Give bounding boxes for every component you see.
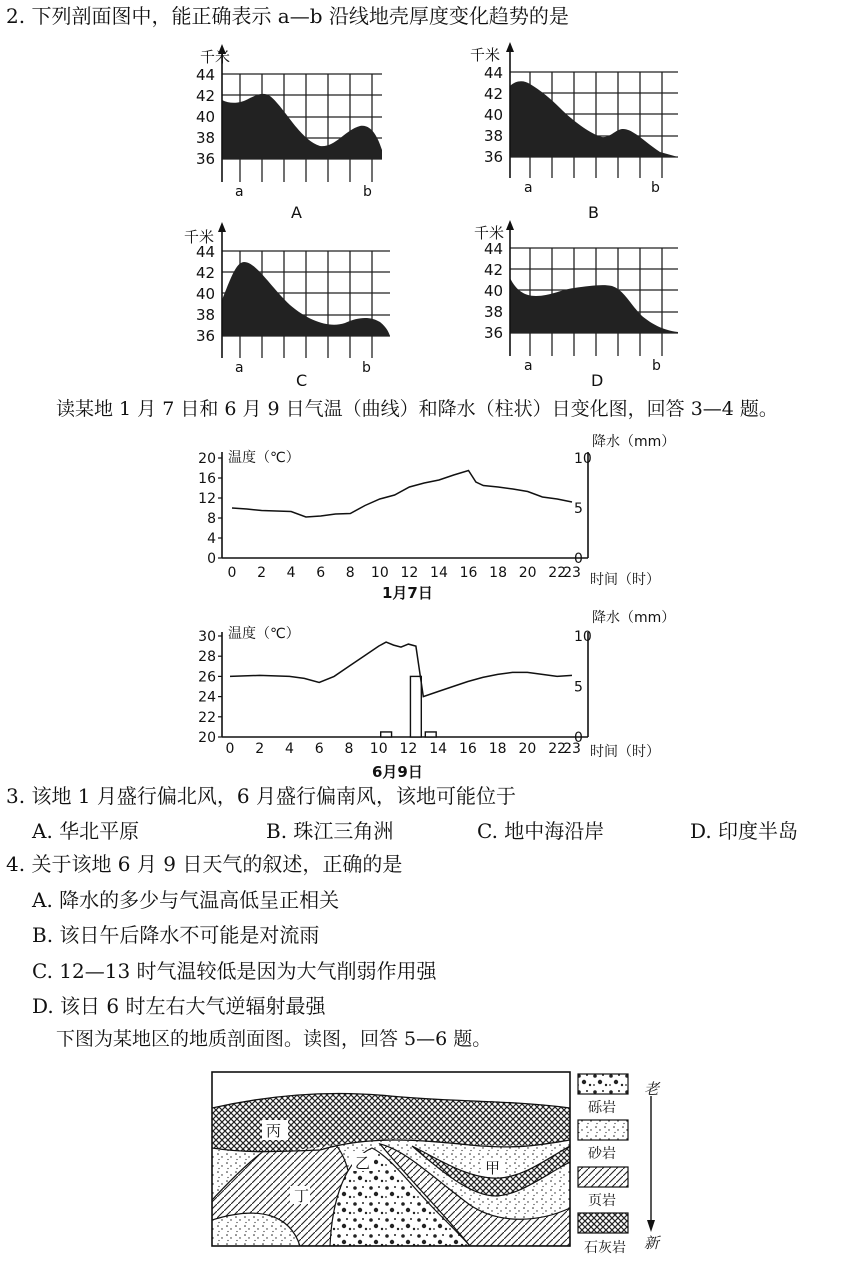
ytick-label: 24 xyxy=(198,689,216,706)
xtick-label: 16 xyxy=(459,565,478,581)
y2label-jun9: 降水（mm） xyxy=(592,610,676,626)
ytick-c-44: 44 xyxy=(196,243,216,261)
ytick-label: 28 xyxy=(198,649,216,666)
xtick-label: 16 xyxy=(458,741,477,757)
panel-d-label: D xyxy=(591,371,604,390)
ytick-d-40: 40 xyxy=(484,282,504,300)
legend-limestone-swatch xyxy=(578,1213,628,1233)
title-jun9: 6月9日 xyxy=(372,763,423,781)
q4-option-c[interactable]: C. 12—13 时气温较低是因为大气削弱作用强 xyxy=(32,959,437,983)
q3-option-a[interactable]: A. 华北平原 xyxy=(32,819,140,843)
ytick-label: 22 xyxy=(198,709,216,726)
legend-gravel-swatch xyxy=(578,1074,628,1094)
xtick-label: 12 xyxy=(400,565,419,581)
xtick-label: 10 xyxy=(369,741,388,757)
ytick-label: 26 xyxy=(198,669,216,686)
xlabel-a-b: b xyxy=(363,184,372,200)
xtick-label: 22 xyxy=(548,741,567,757)
ytick-b-40: 40 xyxy=(484,106,504,124)
unit-d: 千米 xyxy=(474,224,505,242)
y2tick-label: 5 xyxy=(574,679,583,696)
ytick-d-42: 42 xyxy=(484,261,504,279)
intro-q5-q6: 下图为某地区的地质剖面图。读图，回答 5—6 题。 xyxy=(56,1028,492,1050)
y2tick-label: 0 xyxy=(574,551,583,567)
xtick-label: 20 xyxy=(518,741,537,757)
xtick-label: 14 xyxy=(430,565,448,581)
ytick-label: 4 xyxy=(207,531,216,547)
label-yi: 乙 xyxy=(355,1154,371,1172)
xtick-label: 8 xyxy=(345,565,355,581)
xtick-label: 2 xyxy=(255,741,265,757)
q2-stem: 2. 下列剖面图中，能正确表示 a—b 沿线地壳厚度变化趋势的是 xyxy=(6,4,569,28)
ytick-a-40: 40 xyxy=(196,108,216,126)
age-arrow xyxy=(644,1080,662,1252)
xlabel-b-b: b xyxy=(651,180,660,196)
unit-b: 千米 xyxy=(470,46,501,64)
ytick-b-44: 44 xyxy=(484,64,504,82)
legend-shale-label: 页岩 xyxy=(588,1193,616,1209)
xtick-label: 18 xyxy=(488,741,507,757)
panel-c-label: C xyxy=(296,371,308,390)
panel-b-label: B xyxy=(588,203,599,222)
ytick-d-36: 36 xyxy=(484,324,504,342)
xtick-label: 23 xyxy=(563,565,581,581)
ytick-a-38: 38 xyxy=(196,129,216,147)
y2tick-label: 10 xyxy=(574,629,592,645)
label-jia: 甲 xyxy=(485,1159,501,1177)
ytick-d-38: 38 xyxy=(484,303,504,321)
ytick-c-38: 38 xyxy=(196,306,216,324)
ytick-c-40: 40 xyxy=(196,285,216,303)
ytick-c-42: 42 xyxy=(196,264,216,282)
intro-q3-q4: 读某地 1 月 7 日和 6 月 9 日气温（曲线）和降水（柱状）日变化图，回答 3—4 题。 xyxy=(56,398,778,420)
q3-option-b[interactable]: B. 珠江三角洲 xyxy=(266,819,394,843)
ytick-a-44: 44 xyxy=(196,66,216,84)
xlabel-d-a: a xyxy=(524,358,533,374)
xlabel-b-a: a xyxy=(524,180,533,196)
ylabel-jun9: 温度（℃） xyxy=(228,626,300,642)
age-new-label: 新 xyxy=(644,1234,660,1252)
xtick-label: 2 xyxy=(257,565,267,581)
xlabel-jan7: 时间（时） xyxy=(590,572,660,588)
ylabel-jan7: 温度（℃） xyxy=(228,450,300,466)
xtick-label: 14 xyxy=(429,741,448,757)
ytick-label: 20 xyxy=(198,451,216,467)
ytick-label: 16 xyxy=(198,471,216,487)
ytick-c-36: 36 xyxy=(196,327,216,345)
xlabel-d-b: b xyxy=(652,358,661,374)
y2tick-label: 10 xyxy=(574,451,592,467)
xtick-label: 8 xyxy=(344,741,354,757)
xtick-label: 20 xyxy=(518,565,537,581)
age-old-label: 老 xyxy=(644,1080,660,1098)
xtick-label: 0 xyxy=(227,565,237,581)
title-jan7: 1月7日 xyxy=(382,584,433,602)
unit-c: 千米 xyxy=(184,228,215,246)
y2tick-label: 0 xyxy=(574,730,583,746)
xtick-label: 12 xyxy=(399,741,418,757)
unit-a: 千米 xyxy=(200,48,231,66)
xlabel-c-a: a xyxy=(235,360,244,376)
q4-option-b[interactable]: B. 该日午后降水不可能是对流雨 xyxy=(32,923,320,947)
ytick-label: 8 xyxy=(207,511,216,527)
label-bing: 丙 xyxy=(266,1122,282,1140)
xtick-label: 23 xyxy=(563,741,581,757)
legend-gravel-label: 砾岩 xyxy=(588,1100,616,1116)
xtick-label: 4 xyxy=(286,565,296,581)
y2label-jan7: 降水（mm） xyxy=(592,434,676,450)
xlabel-c-b: b xyxy=(362,360,371,376)
xlabel-jun9: 时间（时） xyxy=(590,744,660,760)
ytick-d-44: 44 xyxy=(484,240,504,258)
xtick-label: 18 xyxy=(489,565,508,581)
ytick-a-36: 36 xyxy=(196,150,216,168)
ytick-b-42: 42 xyxy=(484,85,504,103)
xtick-label: 6 xyxy=(316,565,326,581)
q3-option-d[interactable]: D. 印度半岛 xyxy=(690,819,799,843)
xtick-label: 4 xyxy=(285,741,294,757)
legend-sand-label: 砂岩 xyxy=(588,1146,616,1162)
panel-a-label: A xyxy=(291,203,302,222)
y2tick-label: 5 xyxy=(574,501,583,517)
ytick-b-36: 36 xyxy=(484,148,504,166)
xtick-label: 6 xyxy=(314,741,324,757)
q4-option-d[interactable]: D. 该日 6 时左右大气逆辐射最强 xyxy=(32,994,326,1018)
xlabel-a-a: a xyxy=(235,184,244,200)
legend-sand-swatch xyxy=(578,1120,628,1140)
ytick-label: 0 xyxy=(207,551,216,567)
legend-limestone-label: 石灰岩 xyxy=(584,1240,626,1256)
xtick-label: 10 xyxy=(370,565,389,581)
ytick-b-38: 38 xyxy=(484,127,504,145)
q3-option-c[interactable]: C. 地中海沿岸 xyxy=(477,819,605,843)
ytick-label: 30 xyxy=(198,629,216,645)
ytick-label: 12 xyxy=(198,491,216,507)
arrow-down-icon xyxy=(647,1220,655,1232)
q3-stem: 3. 该地 1 月盛行偏北风，6 月盛行偏南风，该地可能位于 xyxy=(6,784,516,808)
q4-option-a[interactable]: A. 降水的多少与气温高低呈正相关 xyxy=(32,888,340,912)
q4-stem: 4. 关于该地 6 月 9 日天气的叙述，正确的是 xyxy=(6,852,403,876)
legend-shale-swatch xyxy=(578,1167,628,1187)
xtick-label: 22 xyxy=(548,565,567,581)
xtick-label: 0 xyxy=(225,741,235,757)
label-ding: 丁 xyxy=(294,1187,310,1205)
legend xyxy=(578,1074,628,1256)
ytick-label: 20 xyxy=(198,730,216,746)
ytick-a-42: 42 xyxy=(196,87,216,105)
